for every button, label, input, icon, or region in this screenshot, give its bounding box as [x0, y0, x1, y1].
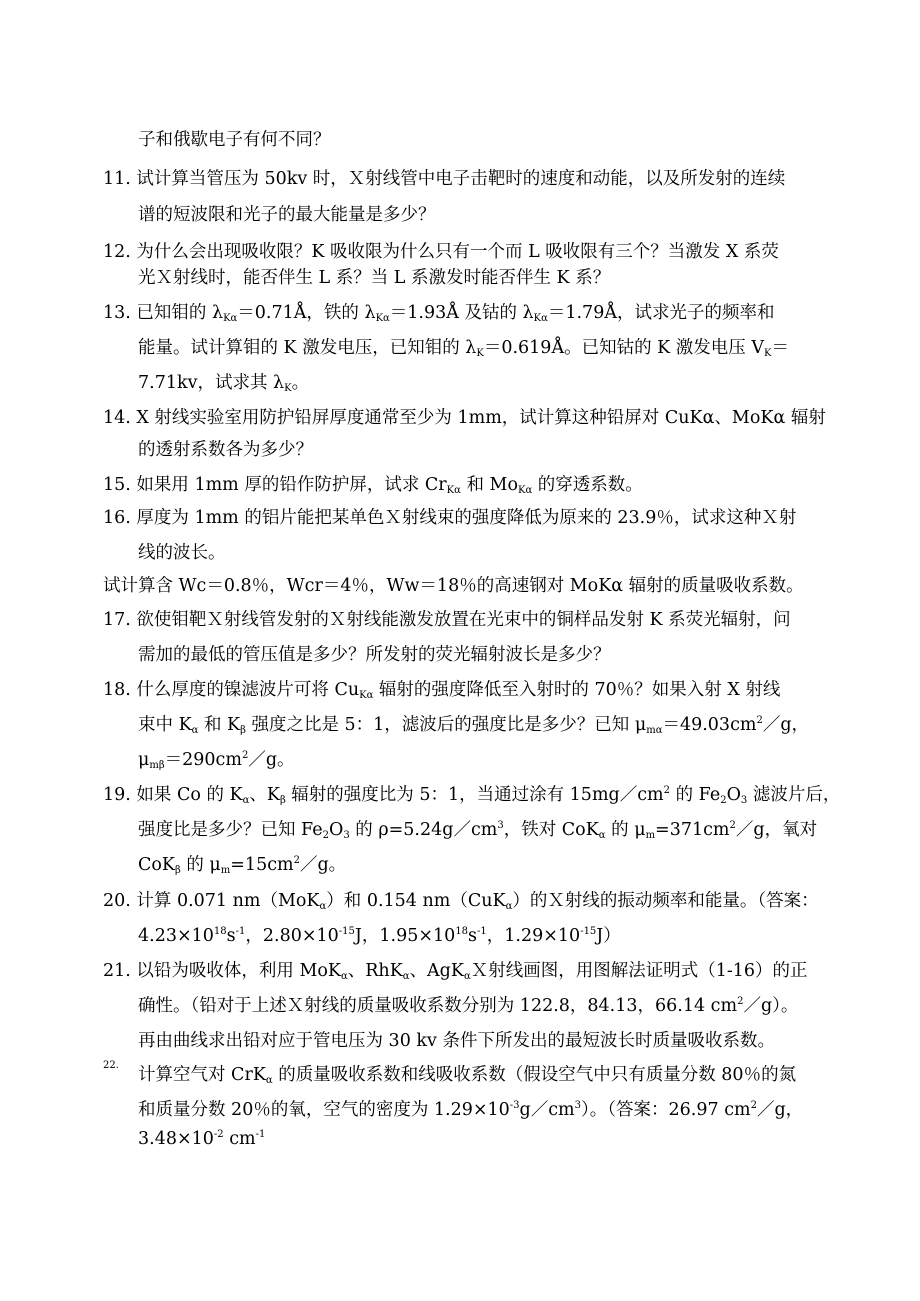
text-run: 的 μ: [180, 855, 221, 875]
text-run: 光Ｘ射线时，能否伴生 L 系？当 L 系激发时能否伴生 K 系？: [138, 268, 611, 288]
text-run: 、RhK: [347, 961, 403, 981]
text-run: ，1.29×10: [486, 926, 581, 946]
text-run: 的质量吸收系数和线吸收系数（假设空气中只有质量分数 80％的氮: [272, 1065, 797, 1085]
q13-line-3: [138, 375, 309, 393]
q19-line-3: [138, 857, 346, 875]
text-run: 计算空气对 CrK: [138, 1065, 266, 1085]
subscript: α: [402, 971, 410, 982]
subscript: K: [763, 348, 772, 359]
subscript: K: [476, 348, 484, 359]
text-run: 的 μ: [605, 820, 646, 840]
superscript: -2: [213, 1129, 224, 1140]
q12-line-1: [103, 244, 779, 262]
text-run: 能量。试计算钼的 K 激发电压，已知钼的 λ: [138, 338, 477, 358]
text-run: 和 K: [198, 715, 241, 735]
text-run: ／g，: [756, 1100, 804, 1120]
q16-line-1: [103, 510, 796, 528]
text-run: 14. X 射线实验室用防护铅屏厚度通常至少为 1mm，试计算这种铅屏对 CuKα、MoKα 辐射: [103, 408, 826, 428]
text-run: 辐射的强度比为 5：1，当通过涂有 15mg／cm: [285, 785, 664, 805]
q18-line-2: [138, 717, 809, 735]
superscript: 2: [750, 1100, 757, 1111]
q20-line-2: [138, 928, 621, 946]
q19-line-2: [138, 822, 817, 840]
text-run: ＝0.71Å，铁的 λ: [237, 303, 376, 323]
subscript: β: [240, 725, 246, 736]
text-run: J，1.95×10: [354, 926, 456, 946]
subscript: α: [242, 795, 250, 806]
q17-line-2: [138, 647, 611, 665]
q22-line-2: [138, 1102, 803, 1120]
text-run: 7.71kv，试求其 λ: [138, 373, 285, 393]
text-run: cm: [223, 1129, 256, 1149]
text-run: 的 ρ=5.24g／cm: [349, 820, 498, 840]
superscript: 18: [455, 926, 469, 937]
text-run: 的透射系数各为多少？: [138, 440, 313, 460]
text-run: ，2.80×10: [245, 926, 339, 946]
text-run: ）。（答案：26.97 cm: [581, 1100, 751, 1120]
text-run: J）: [596, 926, 621, 946]
text-run: s: [226, 926, 236, 946]
text-run: s: [468, 926, 478, 946]
superscript: -15: [580, 926, 597, 937]
text-run: 线的波长。: [138, 543, 226, 563]
q10-line-2: [138, 132, 331, 150]
subscript: 3: [740, 795, 748, 806]
subscript: Kα: [223, 313, 238, 324]
q14-line-1: [103, 410, 826, 428]
text-run: 4.23×10: [138, 926, 214, 946]
subscript: mα: [646, 725, 663, 736]
subscript: α: [265, 1075, 273, 1086]
text-run: 束中 K: [138, 715, 192, 735]
subscript: α: [505, 901, 513, 912]
superscript: 2: [241, 750, 249, 761]
q11-line-2: [138, 207, 436, 225]
text-run: 的 Fe: [670, 785, 721, 805]
superscript: 2: [663, 785, 671, 796]
subscript: α: [191, 725, 199, 736]
subscript: α: [319, 901, 327, 912]
text-run: 强度之比是 5：1，滤波后的强度比是多少？已知 μ: [245, 715, 647, 735]
q18-line-1: [103, 682, 780, 700]
q19-line-1: [103, 787, 840, 805]
superscript: 3: [497, 820, 504, 831]
subscript: Kα: [533, 313, 548, 324]
text-run: ／g）。: [743, 996, 799, 1016]
superscript: -1: [255, 1129, 266, 1140]
subscript: 3: [343, 830, 350, 841]
text-run: ＝0.619Å。已知钴的 K 激发电压 V: [483, 338, 764, 358]
superscript: 2: [756, 715, 763, 726]
text-run: 12. 为什么会出现吸收限？K 吸收限为什么只有一个而 L 吸收限有三个？当激发 X 系荧: [103, 242, 779, 262]
question-number: 22.: [103, 1060, 119, 1071]
text-run: Ｘ射线画图，用图解法证明式（1-16）的正: [470, 961, 808, 981]
text-run: 13. 已知钼的 λ: [103, 303, 224, 323]
text-run: 强度比是多少？已知 Fe: [138, 820, 323, 840]
text-run: O: [726, 785, 741, 805]
subscript: β: [175, 865, 181, 876]
subscript: α: [598, 830, 606, 841]
q20-line-1: [103, 893, 819, 911]
subscript: 2: [720, 795, 727, 806]
superscript: -1: [235, 926, 246, 937]
text-run: μ: [138, 750, 150, 770]
text-run: =15cm: [230, 855, 294, 875]
q14-line-2: [138, 442, 313, 460]
text-run: 子和俄歇电子有何不同？: [138, 130, 331, 150]
subscript: mβ: [149, 760, 165, 771]
subscript: α: [463, 971, 471, 982]
text-run: ）的Ｘ射线的振动频率和能量。（答案：: [512, 891, 819, 911]
subscript: m: [220, 865, 231, 876]
subscript: Kα: [359, 690, 374, 701]
q21-line-2: [138, 998, 798, 1016]
text-run: ）和 0.154 nm（CuK: [326, 891, 506, 911]
superscript: 2: [737, 996, 744, 1007]
text-run: ＝: [771, 338, 789, 358]
text-run: 的穿透系数。: [532, 475, 643, 495]
steel-question: [103, 578, 804, 596]
superscript: 2: [293, 855, 300, 866]
q21-line-1: [103, 963, 808, 981]
text-run: ／g。: [299, 855, 347, 875]
text-run: 辐射的强度降低至入射时的 70％？如果入射 X 射线: [373, 680, 781, 700]
text-run: 20. 计算 0.071 nm（MoK: [103, 891, 320, 911]
q16-line-2: [138, 545, 226, 563]
q15-line-1: [103, 477, 643, 495]
superscript: -3: [509, 1100, 520, 1111]
text-run: g／cm: [519, 1100, 575, 1120]
text-run: 16. 厚度为 1mm 的铝片能把某单色Ｘ射线束的强度降低为原来的 23.9％，试求这种Ｘ射: [103, 508, 797, 528]
q18-line-3: [138, 752, 295, 770]
text-run: ／g。: [248, 750, 295, 770]
text-run: 3.48×10: [138, 1129, 214, 1149]
q17-line-1: [103, 612, 791, 630]
text-run: 谱的短波限和光子的最大能量是多少？: [138, 205, 436, 225]
text-run: CoK: [138, 855, 175, 875]
subscript: β: [279, 795, 286, 806]
q13-line-2: [138, 340, 789, 358]
text-run: O: [328, 820, 344, 840]
q21-line-3: [138, 1033, 775, 1051]
subscript: m: [645, 830, 656, 841]
subscript: Kα: [375, 313, 390, 324]
subscript: Kα: [446, 485, 461, 496]
text-run: 。: [291, 373, 310, 393]
subscript: Kα: [518, 485, 533, 496]
text-run: 11. 试计算当管压为 50kv 时，Ｘ射线管中电子击靶时的速度和动能，以及所发射的连续: [103, 169, 786, 189]
text-run: ＝290cm: [164, 750, 242, 770]
text-run: 再由曲线求出铅对应于管电压为 30 kv 条件下所发出的最短波长时质量吸收系数。: [138, 1031, 775, 1051]
text-run: 滤波片后，: [747, 785, 841, 805]
text-run: 试计算含 Wc＝0.8％，Wcr＝4％，Ww＝18％的高速钢对 MoKα 辐射的质量吸收系数。: [103, 576, 804, 596]
text-run: 确性。（铅对于上述Ｘ射线的质量吸收系数分别为 122.8，84.13，66.14 cm: [138, 996, 738, 1016]
text-run: 和质量分数 20％的氧，空气的密度为 1.29×10: [138, 1100, 510, 1120]
text-run: =371cm: [655, 820, 730, 840]
q22-line-1: [138, 1067, 796, 1085]
superscript: 18: [213, 926, 227, 937]
text-run: 18. 什么厚度的镍滤波片可将 Cu: [103, 680, 360, 700]
text-run: 、K: [249, 785, 280, 805]
superscript: -15: [338, 926, 355, 937]
text-run: 17. 欲使钼靶Ｘ射线管发射的Ｘ射线能激发放置在光束中的铜样品发射 K 系荧光辐射，问: [103, 610, 791, 630]
text-run: 、AgK: [409, 961, 464, 981]
text-run: ／g，: [762, 715, 810, 735]
text-run: ，铁对 CoK: [503, 820, 599, 840]
subscript: 2: [322, 830, 329, 841]
superscript: 2: [729, 820, 736, 831]
subscript: K: [284, 383, 292, 394]
q13-line-1: [103, 305, 774, 323]
text-run: 21. 以铅为吸收体，利用 MoK: [103, 961, 341, 981]
q11-line-1: [103, 171, 785, 189]
subscript: α: [340, 971, 348, 982]
text-run: 需加的最低的管压值是多少？所发射的荧光辐射波长是多少？: [138, 645, 611, 665]
q22-number: [103, 1061, 119, 1071]
q12-line-2: [138, 270, 610, 288]
text-run: 15. 如果用 1mm 厚的铅作防护屏，试求 Cr: [103, 475, 447, 495]
text-run: ／g，氧对: [735, 820, 818, 840]
q22-line-3: [138, 1131, 265, 1149]
text-run: 19. 如果 Co 的 K: [103, 785, 243, 805]
text-run: 和 Mo: [460, 475, 518, 495]
text-run: ＝1.79Å，试求光子的频率和: [547, 303, 775, 323]
superscript: 3: [574, 1100, 582, 1111]
text-run: ＝1.93Å 及钴的 λ: [389, 303, 534, 323]
text-run: ＝49.03cm: [662, 715, 757, 735]
superscript: -1: [477, 926, 487, 937]
